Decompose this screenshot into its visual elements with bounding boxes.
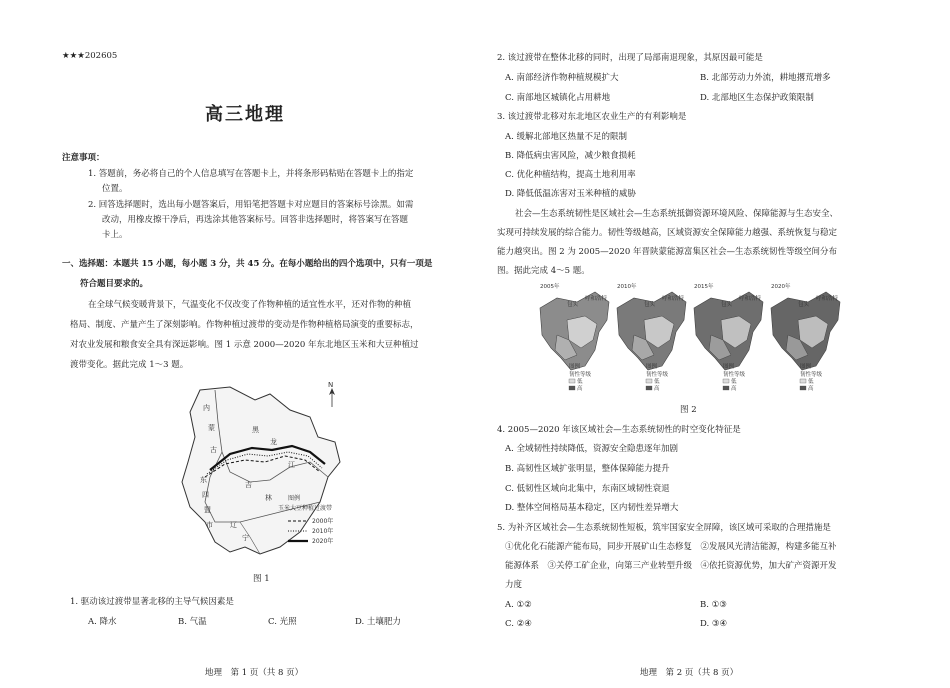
fig2-legend3-sub: 韧性等级 bbox=[723, 372, 746, 378]
intro-line-2: 格局、制度、产量产生了深刻影响。作物种植过渡带的变动是作物种植格局演变的重要标志， bbox=[70, 320, 419, 330]
q4-option-c: C. 低韧性区域向北集中，东南区域韧性衰退 bbox=[505, 484, 670, 494]
label-shi: 市 bbox=[206, 521, 213, 529]
q1-option-b: B. 气温 bbox=[178, 617, 207, 627]
fig2-legend4-sub: 韧性等级 bbox=[800, 372, 823, 378]
q1-option-a: A. 降水 bbox=[88, 617, 117, 627]
notice-1a: 1. 答题前，务必将自己的个人信息填写在答题卡上，并将条形码粘贴在答题卡上的指定 bbox=[88, 169, 414, 179]
q3-option-b: B. 降低病虫害风险，减少粮食损耗 bbox=[505, 151, 636, 161]
north-arrow bbox=[328, 382, 335, 407]
legend-2010: 2010年 bbox=[312, 528, 334, 535]
fig2-map-2015 bbox=[694, 282, 763, 370]
right-footer: 地理 第 2 页（共 8 页） bbox=[640, 668, 739, 678]
fig2-map-2020 bbox=[771, 282, 840, 370]
fig2-2010-city-a: 呼和浩特 bbox=[662, 296, 685, 302]
figure-1-caption: 图 1 bbox=[253, 574, 270, 584]
label-nei: 内 bbox=[203, 404, 210, 412]
fig2-map-2005 bbox=[540, 282, 609, 370]
legend-2020: 2020年 bbox=[312, 538, 334, 545]
label-meng2: 盟 bbox=[204, 506, 211, 514]
q1-option-c: C. 光照 bbox=[268, 617, 297, 627]
intro2-line-1: 社会—生态系统韧性是区域社会—生态系统抵御资源环境风险、保障能源与生态安全、 bbox=[515, 209, 839, 219]
fig2-legend2-sub: 韧性等级 bbox=[646, 372, 669, 378]
q2-option-c: C. 南部地区城镇化占用耕地 bbox=[505, 93, 611, 103]
q5-line-4: 力度 bbox=[505, 580, 523, 590]
fig2-2015-city-a: 呼和浩特 bbox=[739, 296, 762, 302]
q5-option-a: A. ①② bbox=[505, 600, 532, 610]
label-gu: 古 bbox=[210, 446, 217, 454]
intro-line-1: 在全球气候变暖背景下，气温变化不仅改变了作物种植的适宜性水平，还对作物的种植 bbox=[88, 300, 412, 310]
label-meng: 蒙 bbox=[208, 424, 215, 432]
fig2-legend1-sub: 韧性等级 bbox=[569, 372, 592, 378]
notice-1b: 位置。 bbox=[102, 184, 128, 194]
label-liao: 辽 bbox=[230, 521, 237, 529]
fig2-2010-city-b: 包头 bbox=[644, 302, 656, 308]
fig2-legend2-low: 低 bbox=[654, 379, 660, 385]
fig2-legend1-high: 高 bbox=[577, 386, 583, 392]
label-ji: 吉 bbox=[245, 481, 252, 489]
intro-line-4: 渡带变化。据此完成 1～3 题。 bbox=[70, 360, 189, 370]
section-heading-a: 一、选择题：本题共 15 小题，每小题 3 分，共 45 分。在每小题给出的四个选项中，只有一项是 bbox=[62, 259, 433, 269]
figure-2-caption: 图 2 bbox=[680, 405, 697, 415]
q5-line-2: ①优化化石能源产能布局，同步开展矿山生态修复 ②发展风光清洁能源，构建多能互补 bbox=[505, 542, 837, 552]
fig2-2005-city-a: 呼和浩特 bbox=[585, 296, 608, 302]
label-si: 四 bbox=[202, 491, 209, 499]
fig2-2015-city-b: 包头 bbox=[721, 302, 733, 308]
q5-option-d: D. ③④ bbox=[700, 619, 728, 629]
legend-title: 图例 bbox=[288, 495, 301, 502]
q3-option-c: C. 优化种植结构，提高土地利用率 bbox=[505, 170, 636, 180]
figure-1-map bbox=[160, 382, 360, 572]
question-3: 3. 该过渡带北移对东北地区农业生产的有利影响是 bbox=[497, 112, 687, 122]
notice-heading: 注意事项： bbox=[62, 153, 105, 163]
page-title: 高三地理 bbox=[205, 104, 285, 125]
fig2-year-2010: 2010年 bbox=[617, 284, 637, 290]
fig2-year-2005: 2005年 bbox=[540, 284, 560, 290]
question-2: 2. 该过渡带在整体北移的同时，出现了局部南退现象，其原因最可能是 bbox=[497, 53, 763, 63]
north-label: N bbox=[328, 382, 334, 389]
fig2-legend2-high: 高 bbox=[654, 386, 660, 392]
label-hei: 黑 bbox=[252, 426, 259, 434]
exam-code: ★★★202605 bbox=[62, 51, 118, 61]
fig2-legend3-low: 低 bbox=[731, 379, 737, 385]
fig2-2005-city-b: 包头 bbox=[567, 302, 579, 308]
legend-2000: 2000年 bbox=[312, 518, 334, 525]
q4-option-d: D. 整体空间格局基本稳定，区内韧性差异增大 bbox=[505, 503, 679, 513]
q2-option-a: A. 南部经济作物种植规模扩大 bbox=[505, 73, 619, 83]
label-ning: 宁 bbox=[242, 534, 249, 542]
section-heading-b: 符合题目要求的。 bbox=[80, 279, 149, 289]
fig2-legend3-high: 高 bbox=[731, 386, 737, 392]
fig2-legend3-title: 图例 bbox=[723, 364, 735, 370]
fig2-year-2015: 2015年 bbox=[694, 284, 714, 290]
fig2-map-2010 bbox=[617, 282, 686, 370]
intro2-line-2: 实现可持续发展的综合能力。韧性等级越高，区域资源安全保障能力越强、系统恢复与稳定 bbox=[497, 228, 838, 238]
fig2-legend4-low: 低 bbox=[808, 379, 814, 385]
q2-option-d: D. 北部地区生态保护政策限制 bbox=[700, 93, 814, 103]
q2-option-b: B. 北部劳动力外流，耕地撂荒增多 bbox=[700, 73, 831, 83]
left-footer: 地理 第 1 页（共 8 页） bbox=[205, 668, 304, 678]
q1-option-d: D. 土壤肥力 bbox=[355, 617, 401, 627]
q5-option-c: C. ②④ bbox=[505, 619, 532, 629]
question-4: 4. 2005—2020 年该区域社会—生态系统韧性的时空变化特征是 bbox=[497, 425, 741, 435]
legend-sub: 玉米大豆种植过渡带 bbox=[278, 505, 333, 512]
fig2-legend1-title: 图例 bbox=[569, 364, 581, 370]
fig2-2020-city-b: 包头 bbox=[798, 302, 810, 308]
right-page bbox=[475, 0, 950, 688]
notice-2a: 2. 回答选择题时，选出每小题答案后，用铅笔把答题卡对应题目的答案标号涂黑。如需 bbox=[88, 200, 414, 210]
question-1: 1. 驱动该过渡带显著北移的主导气候因素是 bbox=[70, 597, 234, 607]
q5-option-b: B. ①③ bbox=[700, 600, 727, 610]
fig2-year-2020: 2020年 bbox=[771, 284, 791, 290]
label-long: 龙 bbox=[270, 438, 277, 446]
question-5: 5. 为补齐区域社会—生态系统韧性短板，筑牢国家安全屏障，该区域可采取的合理措施是 bbox=[497, 523, 831, 533]
label-lin: 林 bbox=[265, 494, 272, 502]
fig2-legend4-title: 图例 bbox=[800, 364, 812, 370]
fig2-legend4-high: 高 bbox=[808, 386, 814, 392]
fig2-legend2-title: 图例 bbox=[646, 364, 658, 370]
intro-line-3: 对农业发展和粮食安全具有深远影响。图 1 示意 2000—2020 年东北地区玉米和大豆种植过 bbox=[70, 340, 419, 350]
intro2-line-4: 图。据此完成 4～5 题。 bbox=[497, 266, 590, 276]
q5-line-3: 能源体系 ③关停工矿企业，向第三产业转型升级 ④依托资源优势，加大矿产资源开发 bbox=[505, 561, 837, 571]
q3-option-a: A. 缓解北部地区热量不足的限制 bbox=[505, 132, 628, 142]
fig2-2020-city-a: 呼和浩特 bbox=[816, 296, 839, 302]
q4-option-b: B. 高韧性区域扩张明显，整体保障能力提升 bbox=[505, 464, 670, 474]
label-dong: 东 bbox=[200, 476, 207, 484]
q3-option-d: D. 降低低温冻害对玉米种植的威胁 bbox=[505, 189, 636, 199]
notice-2b: 改动，用橡皮擦干净后，再选涂其他答案标号。回答非选择题时，将答案写在答题 bbox=[102, 215, 409, 225]
intro2-line-3: 能力越突出。图 2 为 2005—2020 年晋陕蒙能源富集区社会—生态系统韧性等级空间分布 bbox=[497, 247, 837, 257]
label-jiang: 江 bbox=[288, 461, 295, 469]
figure-2-maps bbox=[537, 280, 842, 400]
q4-option-a: A. 全域韧性持续降低，资源安全隐患逐年加剧 bbox=[505, 444, 679, 454]
fig2-legend1-low: 低 bbox=[577, 379, 583, 385]
notice-2c: 卡上。 bbox=[102, 230, 128, 240]
